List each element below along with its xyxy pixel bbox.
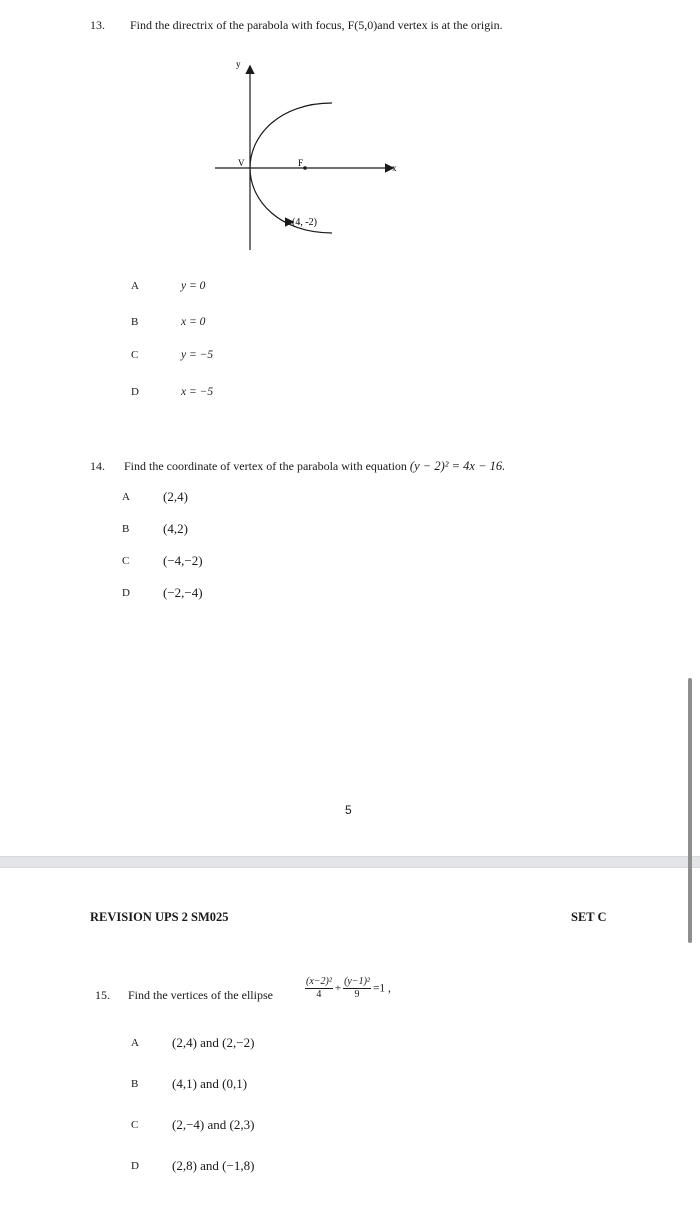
q15-option-c[interactable]: (2,−4) and (2,3) xyxy=(172,1117,255,1132)
q15-option-b[interactable]: (4,1) and (0,1) xyxy=(172,1076,248,1091)
header-title: REVISION UPS 2 SM025 xyxy=(90,910,229,924)
q13-option-d-letter: D xyxy=(131,386,139,398)
vertex-label: V xyxy=(238,158,245,168)
q14-question xyxy=(124,459,505,474)
focus-point xyxy=(303,166,307,170)
q14-number: 14. xyxy=(90,459,105,473)
q13-option-b-letter: B xyxy=(131,316,139,328)
scrollbar-thumb[interactable] xyxy=(688,678,692,943)
q15-fraction-1 xyxy=(305,976,333,1001)
q15-text: Find the vertices of the ellipse xyxy=(128,988,273,1002)
q14-option-b[interactable]: (4,2) xyxy=(163,521,188,536)
q15-frac1-numerator: (x−2)² xyxy=(306,976,332,987)
q15-plus: + xyxy=(334,982,342,995)
q15-frac2-denominator: 9 xyxy=(354,989,360,1000)
q13-option-c-letter: C xyxy=(131,349,139,361)
q15-option-c-letter: C xyxy=(131,1119,139,1131)
q15-equation-end: =1 , xyxy=(372,982,391,995)
q14-option-c[interactable]: (−4,−2) xyxy=(163,553,203,568)
point-label: (4, -2) xyxy=(292,217,317,228)
q13-text-before: Find the directrix of the parabola with focus, F xyxy=(130,18,355,32)
q15-option-a[interactable]: (2,4) and (2,−2) xyxy=(172,1035,255,1050)
q14-option-c-letter: C xyxy=(122,555,130,567)
q15-number: 15. xyxy=(95,988,110,1002)
q15-option-a-letter: A xyxy=(131,1037,139,1049)
q14-option-a-letter: A xyxy=(122,491,130,503)
q14-option-d-letter: D xyxy=(122,587,130,599)
q13-option-b[interactable]: x = 0 xyxy=(181,316,206,328)
q14-option-a[interactable]: (2,4) xyxy=(163,489,188,504)
q14-option-d[interactable]: (−2,−4) xyxy=(163,585,203,600)
q13-text-after: and vertex is at the origin. xyxy=(377,18,503,32)
q13-option-d[interactable]: x = −5 xyxy=(181,386,214,398)
page-number: 5 xyxy=(345,803,352,817)
q14-option-b-letter: B xyxy=(122,523,130,535)
header-set: SET C xyxy=(571,910,607,924)
q15-equation xyxy=(303,976,391,1001)
q15-frac1-denominator: 4 xyxy=(316,989,322,1000)
q13-question xyxy=(130,18,503,33)
q15-option-b-letter: B xyxy=(131,1078,139,1090)
y-axis-label: y xyxy=(236,59,241,69)
q13-focus: (5,0) xyxy=(354,18,378,32)
q13-option-a-letter: A xyxy=(131,280,139,292)
q14-text: Find the coordinate of vertex of the parabola with equation xyxy=(124,459,407,473)
x-axis-label: x xyxy=(392,163,397,173)
q15-option-d[interactable]: (2,8) and (−1,8) xyxy=(172,1158,255,1173)
focus-label: F xyxy=(298,158,304,168)
q13-option-c[interactable]: y = −5 xyxy=(181,349,214,361)
q13-option-a[interactable]: y = 0 xyxy=(181,280,206,292)
q15-frac2-numerator: (y−1)² xyxy=(344,976,370,987)
page-divider xyxy=(0,856,700,868)
q13-number: 13. xyxy=(90,18,105,32)
q15-fraction-2 xyxy=(343,976,371,1001)
q15-option-d-letter: D xyxy=(131,1160,139,1172)
q14-equation: (y − 2)² = 4x − 16. xyxy=(409,459,506,473)
parabola-figure xyxy=(200,55,420,255)
